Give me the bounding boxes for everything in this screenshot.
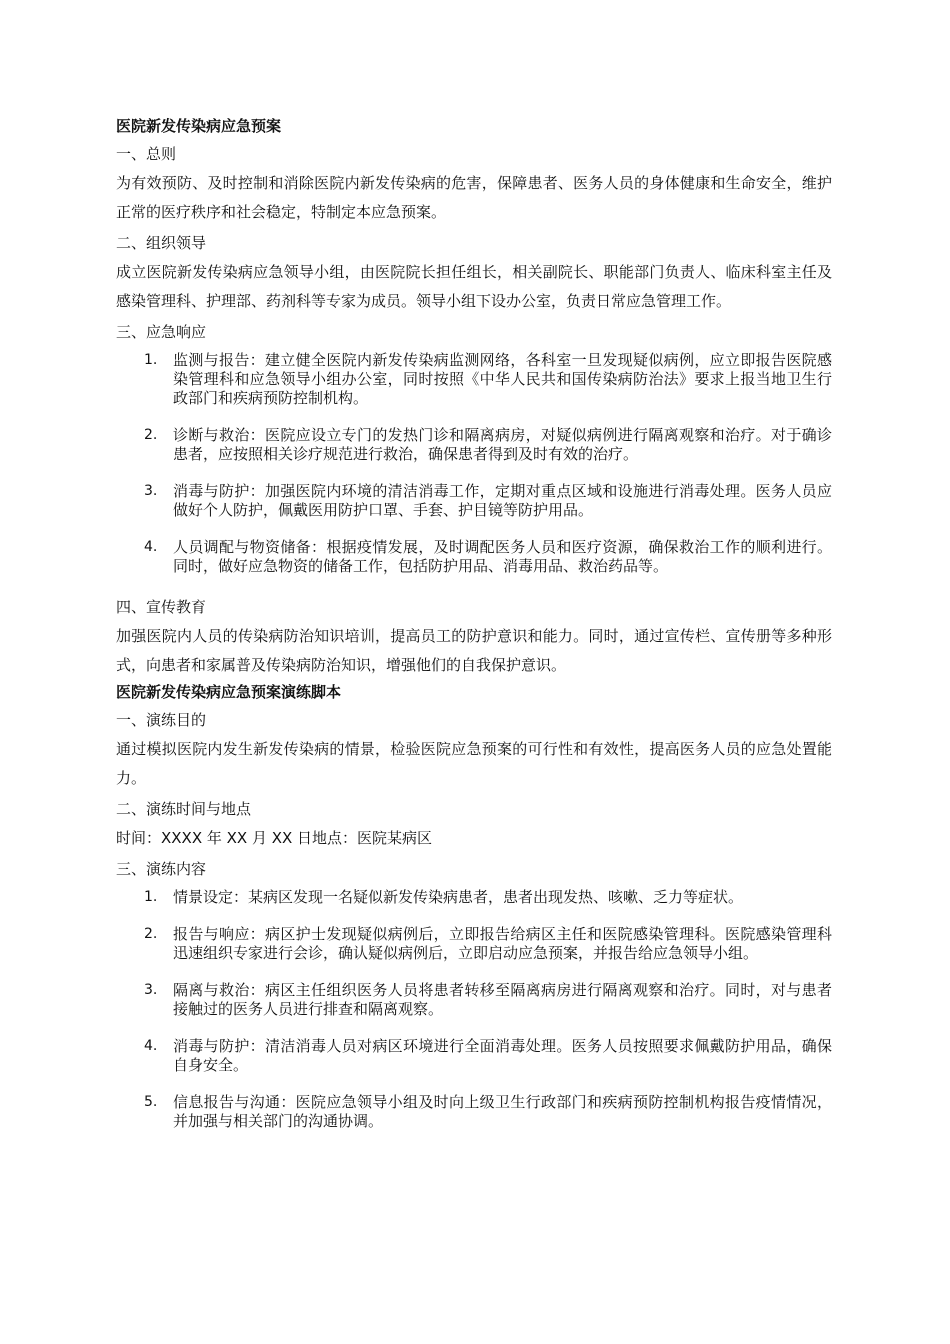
list-item — [116, 925, 832, 963]
list-item — [116, 888, 832, 907]
drill-content-list — [116, 888, 832, 1131]
section-heading-response: 三、应急响应 — [116, 323, 207, 341]
paragraph-general: 为有效预防、及时控制和消除医院内新发传染病的危害，保障患者、医务人员的身体健康和生命安全，维护正常的医疗秩序和社会稳定，特制定本应急预案。 — [116, 174, 832, 221]
document-page — [116, 114, 832, 1149]
list-item-text: 报告与响应：病区护士发现疑似病例后，立即报告给病区主任和医院感染管理科。医院感染管理科迅速组织专家进行会诊，确认疑似病例后，立即启动应急预案，并报告给应急领导小组。 — [173, 925, 832, 962]
list-number: 1. — [144, 889, 158, 905]
list-number: 3. — [144, 982, 158, 998]
list-item — [116, 1093, 832, 1131]
list-item-text: 监测与报告：建立健全医院内新发传染病监测网络，各科室一旦发现疑似病例，应立即报告医院感染管理科和应急领导小组办公室，同时按照《中华人民共和国传染病防治法》要求上报当地卫生行政部门和疾病预防控制机构。 — [173, 351, 832, 407]
list-item-text: 隔离与救治：病区主任组织医务人员将患者转移至隔离病房进行隔离观察和治疗。同时，对与患者接触过的医务人员进行排查和隔离观察。 — [173, 981, 832, 1018]
list-item-text: 情景设定：某病区发现一名疑似新发传染病患者，患者出现发热、咳嗽、乏力等症状。 — [173, 888, 744, 906]
list-number: 5. — [144, 1094, 158, 1110]
list-item — [116, 538, 832, 576]
list-item-text: 诊断与救治：医院应设立专门的发热门诊和隔离病房，对疑似病例进行隔离观察和治疗。对于确诊患者，应按照相关诊疗规范进行救治，确保患者得到及时有效的治疗。 — [173, 426, 832, 463]
list-number: 3. — [144, 483, 158, 499]
list-number: 2. — [144, 427, 158, 443]
list-item-text: 消毒与防护：清洁消毒人员对病区环境进行全面消毒处理。医务人员按照要求佩戴防护用品，确保自身安全。 — [173, 1037, 832, 1074]
list-item-text: 信息报告与沟通：医院应急领导小组及时向上级卫生行政部门和疾病预防控制机构报告疫情情况，并加强与相关部门的沟通协调。 — [173, 1093, 832, 1130]
list-item — [116, 981, 832, 1019]
list-item — [116, 482, 832, 520]
section-heading-time-place: 二、演练时间与地点 — [116, 800, 252, 818]
list-item — [116, 1037, 832, 1075]
section-heading-education: 四、宣传教育 — [116, 598, 207, 616]
section-heading-organization: 二、组织领导 — [116, 234, 207, 252]
list-item — [116, 351, 832, 408]
list-item — [116, 426, 832, 464]
paragraph-organization: 成立医院新发传染病应急领导小组，由医院院长担任组长，相关副院长、职能部门负责人、临床科室主任及感染管理科、护理部、药剂科等专家为成员。领导小组下设办公室，负责日常应急管理工作。 — [116, 263, 832, 310]
drill-title: 医院新发传染病应急预案演练脚本 — [116, 683, 342, 701]
section-heading-general: 一、总则 — [116, 145, 177, 163]
paragraph-time-place: 时间：XXXX 年 XX 月 XX 日地点：医院某病区 — [116, 829, 433, 847]
doc-title: 医院新发传染病应急预案 — [116, 117, 282, 135]
list-number: 2. — [144, 926, 158, 942]
response-list — [116, 351, 832, 576]
list-item-text: 消毒与防护：加强医院内环境的清洁消毒工作，定期对重点区域和设施进行消毒处理。医务人员应做好个人防护，佩戴医用防护口罩、手套、护目镜等防护用品。 — [173, 482, 832, 519]
list-item-text: 人员调配与物资储备：根据疫情发展，及时调配医务人员和医疗资源，确保救治工作的顺利进行。同时，做好应急物资的储备工作，包括防护用品、消毒用品、救治药品等。 — [173, 538, 832, 575]
list-number: 1. — [144, 352, 158, 368]
list-number: 4. — [144, 1038, 158, 1054]
list-number: 4. — [144, 539, 158, 555]
section-heading-content: 三、演练内容 — [116, 860, 207, 878]
paragraph-purpose: 通过模拟医院内发生新发传染病的情景，检验医院应急预案的可行性和有效性，提高医务人员的应急处置能力。 — [116, 740, 832, 787]
section-heading-purpose: 一、演练目的 — [116, 711, 207, 729]
paragraph-education: 加强医院内人员的传染病防治知识培训，提高员工的防护意识和能力。同时，通过宣传栏、宣传册等多种形式，向患者和家属普及传染病防治知识，增强他们的自我保护意识。 — [116, 627, 832, 674]
